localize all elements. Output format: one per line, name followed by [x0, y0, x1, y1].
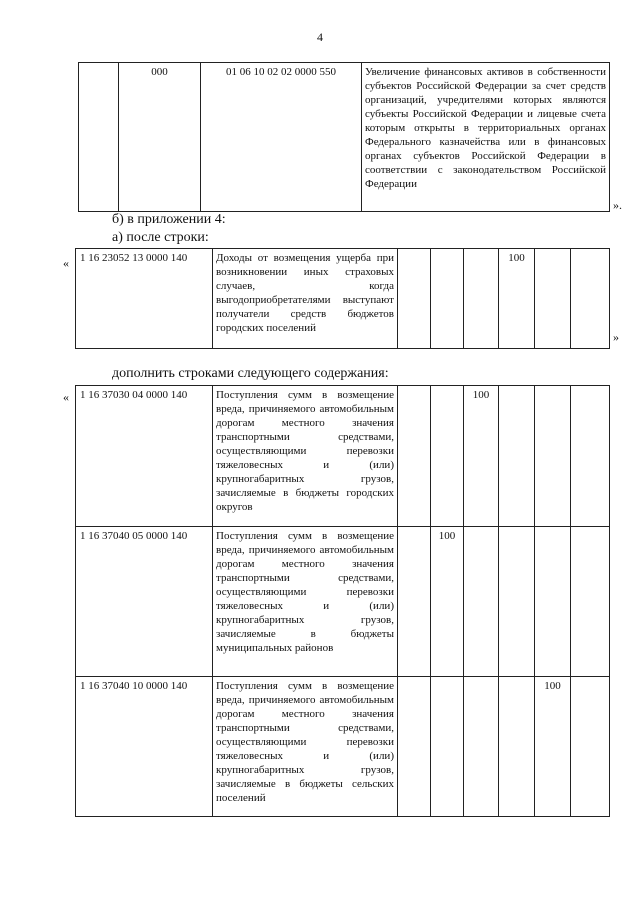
page-number: 4 — [317, 30, 323, 44]
description-cell: Доходы от возмещения ущерба при возникновении иных страховых случаев, когда выгодоприобретателями выступают получатели средств бюджетов городских поселений — [213, 249, 398, 349]
add-rows-heading: дополнить строками следующего содержания: — [112, 366, 389, 381]
empty-cell — [571, 249, 610, 349]
value-cell: 100 — [535, 677, 571, 817]
close-quote: ». — [613, 198, 622, 212]
code-cell: 1 16 37040 10 0000 140 — [76, 677, 213, 817]
empty-cell — [464, 249, 499, 349]
table-row — [76, 677, 610, 817]
table-row — [79, 63, 610, 212]
appendix-heading: б) в приложении 4: — [112, 212, 226, 227]
description-cell: Поступления сумм в возмещение вреда, причиняемого автомобильным дорогам местного значения транспортными средствами, осуществляющими перевозки тяжеловесных и (или) крупногабаритных грузов, зачисляемые в бюджеты городских округов — [213, 386, 398, 527]
empty-cell — [79, 63, 119, 212]
empty-cell — [535, 527, 571, 677]
table-row — [76, 249, 610, 349]
sources-table — [78, 62, 610, 212]
close-quote: » — [613, 330, 619, 344]
empty-cell — [398, 249, 431, 349]
admin-code-cell: 000 — [119, 63, 201, 212]
empty-cell — [431, 249, 464, 349]
description-cell: Поступления сумм в возмещение вреда, причиняемого автомобильным дорогам местного значения транспортными средствами, осуществляющими перевозки тяжеловесных и (или) крупногабаритных грузов, зачисляемые в бюджеты сельских поселений — [213, 677, 398, 817]
empty-cell — [571, 677, 610, 817]
added-rows-table — [75, 385, 610, 817]
after-row-heading: а) после строки: — [112, 230, 209, 245]
empty-cell — [431, 386, 464, 527]
after-row-table — [75, 248, 610, 349]
empty-cell — [499, 386, 535, 527]
empty-cell — [535, 249, 571, 349]
table-row — [76, 527, 610, 677]
code-cell: 1 16 23052 13 0000 140 — [76, 249, 213, 349]
open-quote: « — [63, 256, 69, 270]
empty-cell — [571, 527, 610, 677]
open-quote: « — [63, 390, 69, 404]
empty-cell — [431, 677, 464, 817]
description-cell: Увеличение финансовых активов в собственности субъектов Российской Федерации за счет средств организаций, учредителями которых являются субъекты Российской Федерации и лицевые счета которым открыты в территориальных органах Федерального казначейства или в финансовых органах субъектов Российской Федерации в соответствии с законодательством Российской Федерации — [362, 63, 610, 212]
value-cell: 100 — [499, 249, 535, 349]
empty-cell — [464, 527, 499, 677]
empty-cell — [398, 527, 431, 677]
kbk-code-cell: 01 06 10 02 02 0000 550 — [201, 63, 362, 212]
empty-cell — [398, 386, 431, 527]
code-cell: 1 16 37030 04 0000 140 — [76, 386, 213, 527]
description-cell: Поступления сумм в возмещение вреда, причиняемого автомобильным дорогам местного значения транспортными средствами, осуществляющими перевозки тяжеловесных и (или) крупногабаритных грузов, зачисляемые в бюджеты муниципальных районов — [213, 527, 398, 677]
empty-cell — [398, 677, 431, 817]
empty-cell — [535, 386, 571, 527]
code-cell: 1 16 37040 05 0000 140 — [76, 527, 213, 677]
value-cell: 100 — [464, 386, 499, 527]
empty-cell — [571, 386, 610, 527]
empty-cell — [499, 677, 535, 817]
empty-cell — [464, 677, 499, 817]
value-cell: 100 — [431, 527, 464, 677]
table-row — [76, 386, 610, 527]
empty-cell — [499, 527, 535, 677]
